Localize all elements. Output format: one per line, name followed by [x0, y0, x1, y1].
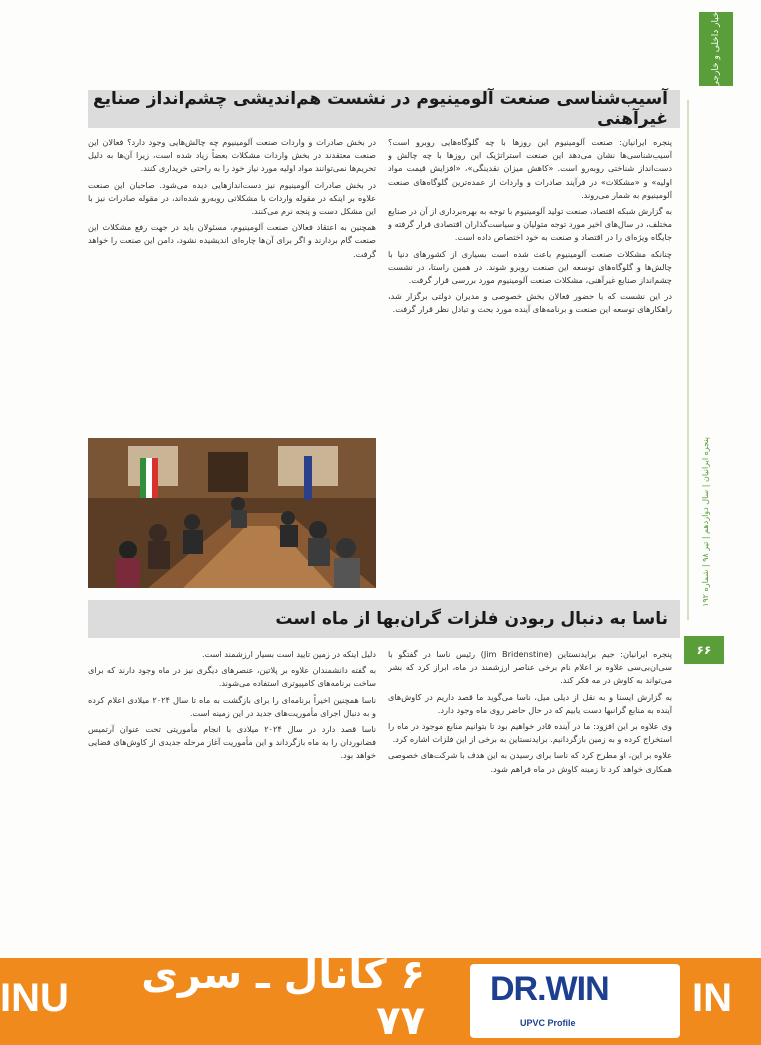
- brand-subtitle: UPVC Profile: [520, 1018, 576, 1028]
- article1-right-paragraph: در این نشست که با حضور فعالان بخش خصوصی و مدیران دولتی برگزار شد، راهکارهای توسعه این صنعت و برنامه‌های آینده مورد بحث و تبادل نظر قرار گرفت.: [388, 291, 672, 315]
- brand-logo-fragment-left: INU: [0, 975, 69, 1020]
- section-tab: [699, 9, 733, 89]
- article1-right-paragraph: چنانکه مشکلات صنعت آلومینیوم باعث شده است بسیاری از کشورهای دنیا با چالش‌ها و گلوگاه‌های توسعه این صنعت روبرو شوند. در همین راستا، در نشست چشم‌انداز صنایع غیرآهنی، مشکلات صنعت آلومینیوم مورد بررسی قرار گرفت.: [388, 248, 672, 286]
- article2-left-paragraph: ناسا قصد دارد در سال ۲۰۲۴ میلادی با انجام مأموریتی تحت عنوان آرتمیس فضانوردان را به ماه بازگرداند و این مأموریت آغاز مرحله جدیدی از کاوش‌های فضایی خواهد بود.: [88, 724, 376, 761]
- meeting-photo: [88, 438, 376, 588]
- article2-left-paragraph: به گفته دانشمندان علاوه بر پلاتین، عنصرهای دیگری نیز در ماه وجود دارند که برای ساخت برنامه‌های کامپیوتری استفاده می‌شوند.: [88, 665, 376, 689]
- article2-right-paragraph: به گزارش ایسنا و به نقل از دیلی میل، ناسا می‌گوید ما قصد داریم در کاوش‌های آینده به منابع گرانبها دست یابیم که در حال حاضر روی ماه وجود دارد.: [388, 691, 672, 715]
- page-number: ۶۶: [684, 636, 724, 664]
- article1-right-paragraph: به گزارش شبکه اقتصاد، صنعت تولید آلومینیوم با توجه به بهره‌برداری از آن در صنایع مختلف، در سال‌های اخیر مورد توجه متولیان و سیاست‌گذاران اقتصادی قرار گرفته و جایگاه ویژه‌ای را در اقتصاد و صنعت به خود اختصاص داده است.: [388, 206, 672, 243]
- article1-right-column: [388, 136, 672, 591]
- article2-title: ناسا به دنبال ربودن فلزات گران‌بها از ماه است: [275, 609, 668, 629]
- section-tab-label: اخبار داخلی و خارجی: [711, 9, 721, 89]
- side-meta: [694, 412, 716, 632]
- article1-left-paragraph: در بخش صادرات و واردات صنعت آلومینیوم چه چالش‌هایی وجود دارد؟ فعالان این صنعت معتقدند در بخش واردات مشکلات بعضاً زیاد شده است، زیرا آن‌ها به دلیل تحریم‌ها نمی‌توانند مواد اولیه مورد نیاز خود را به راحتی خریداری کنند.: [88, 137, 376, 174]
- article2-right-paragraph: وی علاوه بر این افزود: ما در آینده قادر خواهیم بود تا بتوانیم منابع موجود در ماه را استخراج کرده و به زمین بازگردانیم. برایدنستاین به برخی از این فلزات اشاره کرد.: [388, 721, 672, 745]
- article2-left-paragraph: ناسا همچنین اخیراً برنامه‌ای را برای بازگشت به ماه تا سال ۲۰۲۴ میلادی اعلام کرده و به دنبال اجرای مأموریت‌های جدید در این زمینه است.: [88, 694, 376, 718]
- article2-left-paragraph: دلیل اینکه در زمین تایید است بسیار ارزشمند است.: [201, 649, 376, 659]
- side-divider: [687, 100, 689, 620]
- side-meta-text: پنجره ایرانیان | سال دوازدهم | تیر ۹۸ | شماره ۱۹۲: [700, 437, 710, 607]
- article1-left-column: [88, 136, 376, 352]
- article2-right-column: [388, 648, 672, 918]
- brand-logo-fragment-right: IN: [692, 975, 732, 1020]
- brand-logo: DR.WIN: [490, 970, 609, 1008]
- article1-headline-bar: [88, 90, 680, 128]
- article2-left-column: [88, 648, 376, 918]
- article1-right-paragraph: پنجره ایرانیان: صنعت آلومینیوم این روزها با چه گلوگاه‌هایی روبرو است؟ آسیب‌شناسی‌ها نشان می‌دهد این صنعت استراتژیک این روزها با چه چالش و دست‌انداز شناختی روبه‌رو است. «کاهش میزان نقدینگی»، «افزایش قیمت مواد اولیه» و «مشکلات» در فرآیند صادرات و واردات از عمده‌ترین گلوگاه‌های صنعت آلومینیوم به شمار می‌روند.: [388, 137, 672, 200]
- article2-headline-bar: [88, 600, 680, 638]
- article2-right-paragraph: علاوه بر این، او مطرح کرد که ناسا برای رسیدن به این هدف با شرکت‌های خصوصی همکاری خواهد کرد تا زمینه کاوش در ماه فراهم شود.: [388, 750, 672, 774]
- article1-left-paragraph: در بخش صادرات آلومینیوم نیز دست‌اندازهایی دیده می‌شود. صاحبان این صنعت علاوه بر اینکه در مقوله واردات با مشکلاتی روبه‌رو شده‌اند، در مقوله صادرات نیز با این مشکل دست و پنجه نرم می‌کنند.: [88, 179, 376, 217]
- article1-left-paragraph: همچنین به اعتقاد فعالان صنعت آلومینیوم، مسئولان باید در جهت رفع مشکلات این صنعت گام بردارند و اگر برای آن‌ها چاره‌ای اندیشیده نشود، دامن این صنعت را خواهد گرفت.: [88, 222, 376, 259]
- ad-slogan: ۶ کانال ـ سری ۷۷: [141, 958, 425, 1044]
- advertisement-banner: [0, 958, 761, 1045]
- article2-right-paragraph: پنجره ایرانیان: جیم برایدنستاین (Jim Bridenstine) رئیس ناسا در گفتگو با سی‌ان‌بی‌سی علاوه بر اعلام نام برخی عناصر ارزشمند در ماه، ابراز کرد که بشر می‌تواند به کاوش در مه فکر کند.: [388, 649, 672, 686]
- meeting-photo-illustration: [88, 438, 376, 588]
- article1-title: آسیب‌شناسی صنعت آلومینیوم در نشست هم‌اندیشی چشم‌انداز صنایع غیرآهنی: [93, 89, 668, 129]
